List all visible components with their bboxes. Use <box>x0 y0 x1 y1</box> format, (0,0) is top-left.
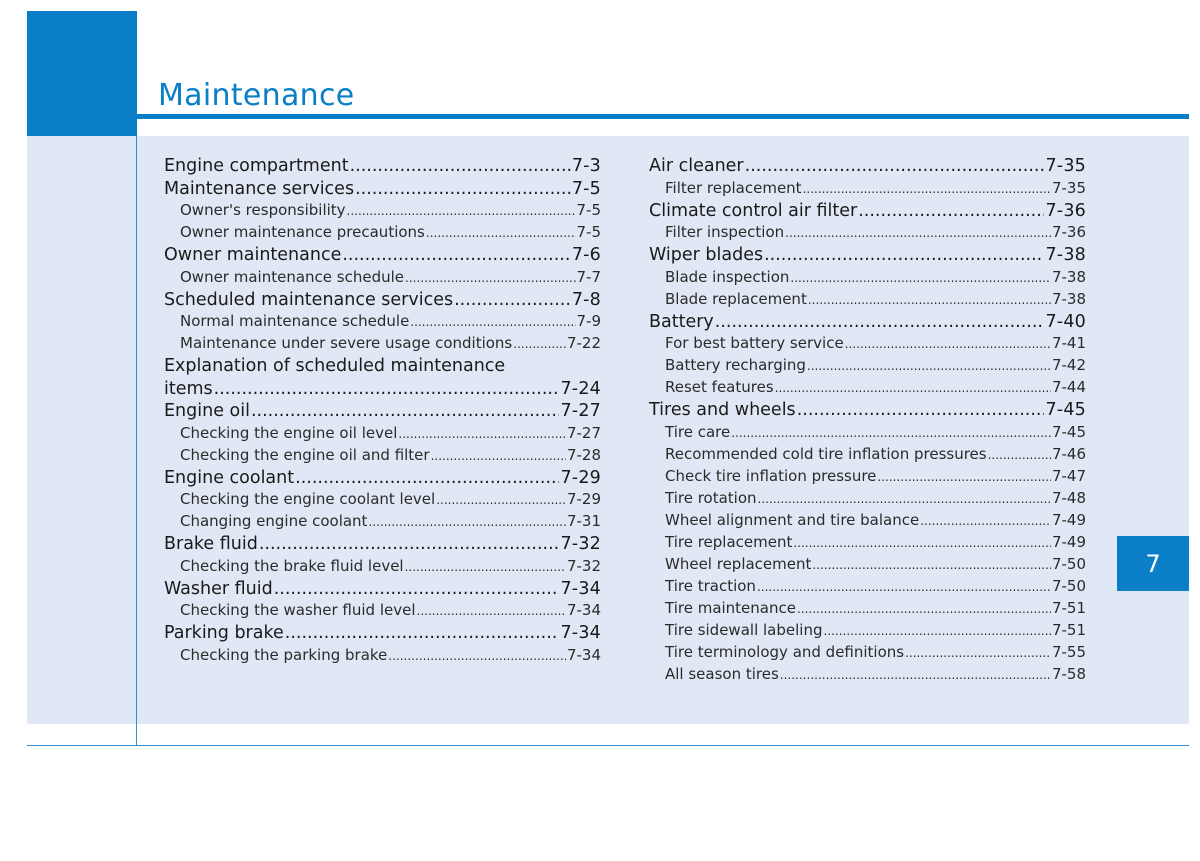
toc-entry-explanation-of-scheduled-maintenance[interactable] <box>164 378 601 401</box>
toc-entry-title: Tire terminology and definitions <box>665 642 905 661</box>
toc-page-number: 7-34 <box>560 578 601 599</box>
toc-entry-maintenance-under-severe-usage-conditions[interactable] <box>164 333 601 355</box>
toc-entry-title: Owner's responsibility <box>180 201 346 219</box>
toc-entry-title: Owner maintenance precautions <box>180 223 425 241</box>
toc-entry-title: Air cleaner <box>649 156 744 176</box>
toc-dot-leader <box>745 155 1045 178</box>
toc-entry-title: Tire maintenance <box>665 598 796 617</box>
toc-entry-tire-replacement[interactable] <box>649 532 1086 554</box>
toc-entry-title: Checking the washer fluid level <box>180 601 416 619</box>
toc-dot-leader <box>785 222 1051 244</box>
toc-dot-leader <box>274 578 560 601</box>
toc-entry-checking-the-parking-brake[interactable] <box>164 645 601 667</box>
toc-entry-wheel-alignment-and-tire-balance[interactable] <box>649 510 1086 532</box>
toc-entry-title: Maintenance under severe usage conditions <box>180 334 513 352</box>
toc-entry-title: Battery <box>649 311 714 332</box>
toc-dot-leader <box>388 645 566 667</box>
toc-entry-engine-oil[interactable] <box>164 400 601 423</box>
toc-entry-title: Brake fluid <box>164 534 258 554</box>
toc-dot-leader <box>454 289 571 312</box>
toc-page-number: 7-38 <box>1045 245 1086 265</box>
toc-dot-leader <box>775 377 1051 399</box>
toc-dot-leader <box>513 333 566 355</box>
toc-dot-leader <box>858 200 1044 223</box>
toc-dot-leader <box>803 178 1051 200</box>
toc-entry-title: Scheduled maintenance services <box>164 289 454 310</box>
toc-dot-leader <box>797 399 1045 422</box>
toc-entry-title: Owner maintenance schedule <box>180 267 405 286</box>
toc-dot-leader <box>368 511 566 533</box>
toc-entry-title: For best battery service <box>665 334 844 352</box>
toc-dot-leader <box>342 244 570 267</box>
toc-dot-leader <box>405 267 575 289</box>
toc-page-number: 7-46 <box>1051 444 1086 463</box>
toc-page-number: 7-32 <box>560 534 601 554</box>
toc-entry-engine-compartment[interactable] <box>164 155 601 178</box>
toc-entry-title: Tire rotation <box>665 488 757 507</box>
toc-page-number: 7-8 <box>571 289 601 310</box>
toc-dot-leader <box>347 200 576 222</box>
toc-page-number: 7-31 <box>566 512 601 530</box>
toc-entry-checking-the-engine-oil-level[interactable] <box>164 423 601 445</box>
toc-dot-leader <box>758 488 1051 510</box>
toc-dot-leader <box>295 467 559 490</box>
toc-entry-all-season-tires[interactable] <box>649 664 1086 686</box>
toc-entry-title: Engine oil <box>164 401 250 421</box>
toc-page-number: 7-5 <box>576 223 601 241</box>
toc-page-number: 7-5 <box>571 178 601 199</box>
toc-page-number: 7-27 <box>560 401 601 421</box>
bottom-rule <box>27 745 1189 746</box>
toc-entry-checking-the-engine-coolant-level[interactable] <box>164 489 601 511</box>
toc-page-number: 7-55 <box>1051 642 1086 661</box>
toc-dot-leader <box>410 311 575 333</box>
toc-entry-battery[interactable] <box>649 311 1086 334</box>
toc-entry-tire-terminology-and-definitions[interactable] <box>649 642 1086 664</box>
toc-entry-maintenance-services[interactable] <box>164 178 601 201</box>
toc-entry-normal-maintenance-schedule[interactable] <box>164 311 601 333</box>
toc-page-number: 7-48 <box>1051 488 1086 507</box>
toc-entry-title: Checking the parking brake <box>180 645 388 664</box>
toc-entry-title: Normal maintenance schedule <box>180 312 410 330</box>
toc-dot-leader <box>808 289 1051 311</box>
toc-entry-title: Tire traction <box>665 576 756 595</box>
toc-entry-reset-features[interactable] <box>649 377 1086 399</box>
toc-entry-title: Blade replacement <box>665 289 807 308</box>
chapter-title: Maintenance <box>158 78 355 113</box>
toc-page-number: 7-51 <box>1051 620 1086 639</box>
toc-entry-title: Check tire inflation pressure <box>665 466 877 485</box>
toc-entry-air-cleaner[interactable] <box>649 155 1086 178</box>
toc-dot-leader <box>715 311 1045 334</box>
toc-right-column <box>649 155 1086 686</box>
toc-entry-title: Maintenance services <box>164 178 355 199</box>
toc-entry-filter-replacement[interactable] <box>649 178 1086 200</box>
toc-dot-leader <box>405 556 566 578</box>
toc-page-number: 7-49 <box>1051 510 1086 529</box>
toc-page-number: 7-7 <box>576 267 601 286</box>
toc-page-number: 7-5 <box>576 201 601 219</box>
toc-page-number: 7-27 <box>566 423 601 442</box>
toc-dot-leader <box>251 400 559 423</box>
toc-page-number: 7-49 <box>1051 532 1086 551</box>
toc-page-number: 7-38 <box>1051 267 1086 286</box>
toc-entry-check-tire-inflation-pressure[interactable] <box>649 466 1086 488</box>
toc-page-number: 7-45 <box>1045 400 1086 420</box>
toc-dot-leader <box>431 445 566 467</box>
margin-rule <box>136 136 137 746</box>
toc-dot-leader <box>214 378 560 401</box>
toc-page-number: 7-29 <box>566 490 601 508</box>
toc-entry-tire-maintenance[interactable] <box>649 598 1086 620</box>
toc-page-number: 7-47 <box>1051 466 1086 485</box>
toc-page-number: 7-6 <box>571 245 601 265</box>
toc-page-number: 7-36 <box>1051 223 1086 241</box>
toc-dot-leader <box>285 622 560 645</box>
toc-entry-title: Engine coolant <box>164 467 295 488</box>
toc-entry-title: Tire replacement <box>665 532 793 551</box>
toc-entry-wheel-replacement[interactable] <box>649 554 1086 576</box>
toc-dot-leader <box>398 423 566 445</box>
toc-entry-owner-maintenance-precautions[interactable] <box>164 222 601 244</box>
toc-entry-title: Owner maintenance <box>164 245 342 265</box>
toc-entry-title: Wheel replacement <box>665 554 812 573</box>
toc-entry-filter-inspection[interactable] <box>649 222 1086 244</box>
toc-entry-checking-the-engine-oil-and-filter[interactable] <box>164 445 601 467</box>
toc-dot-leader <box>812 554 1051 576</box>
toc-entry-title: Blade inspection <box>665 267 790 286</box>
toc-entry-title: items <box>164 378 213 399</box>
toc-entry-tire-sidewall-labeling[interactable] <box>649 620 1086 642</box>
toc-dot-leader <box>793 532 1051 554</box>
toc-page-number: 7-22 <box>566 334 601 352</box>
toc-entry-title: Changing engine coolant <box>180 512 368 530</box>
toc-page-number: 7-58 <box>1051 664 1086 683</box>
toc-entry-title: Filter replacement <box>665 178 802 197</box>
toc-entry-wiper-blades[interactable] <box>649 244 1086 267</box>
toc-entry-parking-brake[interactable] <box>164 622 601 645</box>
toc-left-column <box>164 155 601 667</box>
toc-dot-leader <box>807 355 1051 377</box>
toc-entry-owner-maintenance-schedule[interactable] <box>164 267 601 289</box>
toc-entry-blade-replacement[interactable] <box>649 289 1086 311</box>
toc-dot-leader <box>845 333 1051 355</box>
toc-entry-recommended-cold-tire-inflation-pressures[interactable] <box>649 444 1086 466</box>
toc-dot-leader <box>988 444 1051 466</box>
toc-page-number: 7-45 <box>1051 422 1086 441</box>
toc-entry-title: Climate control air filter <box>649 200 858 221</box>
toc-dot-leader <box>905 642 1051 664</box>
toc-dot-leader <box>764 244 1044 267</box>
toc-entry-for-best-battery-service[interactable] <box>649 333 1086 355</box>
toc-entry-title: Filter inspection <box>665 223 785 241</box>
toc-entry-owner-maintenance[interactable] <box>164 244 601 267</box>
toc-page-number: 7-9 <box>576 312 601 330</box>
toc-entry-title: Wiper blades <box>649 245 764 265</box>
toc-entry-title: Battery recharging <box>665 356 806 374</box>
toc-entry-blade-inspection[interactable] <box>649 267 1086 289</box>
toc-entry-engine-coolant[interactable] <box>164 467 601 490</box>
toc-entry-checking-the-brake-fluid-level[interactable] <box>164 556 601 578</box>
toc-dot-leader <box>436 489 566 511</box>
toc-entry-title: All season tires <box>665 664 779 683</box>
toc-entry-checking-the-washer-fluid-level[interactable] <box>164 600 601 622</box>
chapter-corner-block <box>27 11 137 136</box>
toc-page-number: 7-50 <box>1051 554 1086 573</box>
toc-page-number: 7-34 <box>560 623 601 643</box>
toc-entry-title: Checking the engine oil and filter <box>180 445 430 464</box>
toc-dot-leader <box>877 466 1051 488</box>
toc-page-number: 7-40 <box>1045 311 1086 332</box>
toc-page-number: 7-36 <box>1045 200 1086 221</box>
toc-dot-leader <box>355 178 571 201</box>
toc-entry-title: Recommended cold tire inflation pressures <box>665 444 987 463</box>
toc-page-number: 7-35 <box>1051 178 1086 197</box>
toc-entry-title: Reset features <box>665 378 774 396</box>
toc-entry-title: Tire sidewall labeling <box>665 620 823 639</box>
toc-page-number: 7-28 <box>566 445 601 464</box>
toc-dot-leader <box>731 422 1051 444</box>
toc-dot-leader <box>780 664 1051 686</box>
toc-entry-title: Checking the engine coolant level <box>180 490 436 508</box>
toc-page-number: 7-51 <box>1051 598 1086 617</box>
toc-entry-title: Tire care <box>665 422 731 441</box>
toc-entry-tire-care[interactable] <box>649 422 1086 444</box>
toc-entry-title: Checking the brake fluid level <box>180 556 404 575</box>
toc-page-number: 7-35 <box>1045 156 1086 176</box>
toc-page-number: 7-42 <box>1051 356 1086 374</box>
toc-page-number: 7-41 <box>1051 334 1086 352</box>
toc-page-number: 7-29 <box>560 467 601 488</box>
toc-entry-tire-traction[interactable] <box>649 576 1086 598</box>
toc-page-number: 7-32 <box>566 556 601 575</box>
toc-dot-leader <box>259 533 560 556</box>
toc-entry-title: Tires and wheels <box>649 400 796 420</box>
toc-entry-changing-engine-coolant[interactable] <box>164 511 601 533</box>
toc-dot-leader <box>797 598 1051 620</box>
toc-page-number: 7-50 <box>1051 576 1086 595</box>
toc-page-number: 7-24 <box>560 378 601 399</box>
toc-entry-brake-fluid[interactable] <box>164 533 601 556</box>
toc-entry-tire-rotation[interactable] <box>649 488 1086 510</box>
toc-entry-climate-control-air-filter[interactable] <box>649 200 1086 223</box>
toc-dot-leader <box>350 155 571 178</box>
title-rule <box>137 114 1189 119</box>
toc-dot-leader <box>790 267 1051 289</box>
toc-dot-leader <box>920 510 1051 532</box>
toc-page-number: 7-34 <box>566 645 601 664</box>
toc-entry-title: Washer fluid <box>164 578 273 599</box>
toc-page-number: 7-44 <box>1051 378 1086 396</box>
toc-entry-tires-and-wheels[interactable] <box>649 399 1086 422</box>
chapter-number-tab[interactable]: 7 <box>1117 536 1189 591</box>
toc-page-number: 7-38 <box>1051 289 1086 308</box>
toc-entry-title: Wheel alignment and tire balance <box>665 510 920 529</box>
toc-dot-leader <box>426 222 576 244</box>
toc-entry-title: Engine compartment <box>164 156 349 176</box>
toc-dot-leader <box>823 620 1050 642</box>
toc-entry-title: Parking brake <box>164 623 284 643</box>
toc-entry-title-line: Explanation of scheduled maintenance <box>164 356 506 376</box>
toc-dot-leader <box>757 576 1051 598</box>
toc-entry-washer-fluid[interactable] <box>164 578 601 601</box>
toc-entry-title: Checking the engine oil level <box>180 423 398 442</box>
toc-dot-leader <box>417 600 566 622</box>
toc-entry-scheduled-maintenance-services[interactable] <box>164 289 601 312</box>
toc-page-number: 7-3 <box>571 156 601 176</box>
toc-entry-battery-recharging[interactable] <box>649 355 1086 377</box>
toc-page-number: 7-34 <box>566 601 601 619</box>
toc-entry-owner-s-responsibility[interactable] <box>164 200 601 222</box>
